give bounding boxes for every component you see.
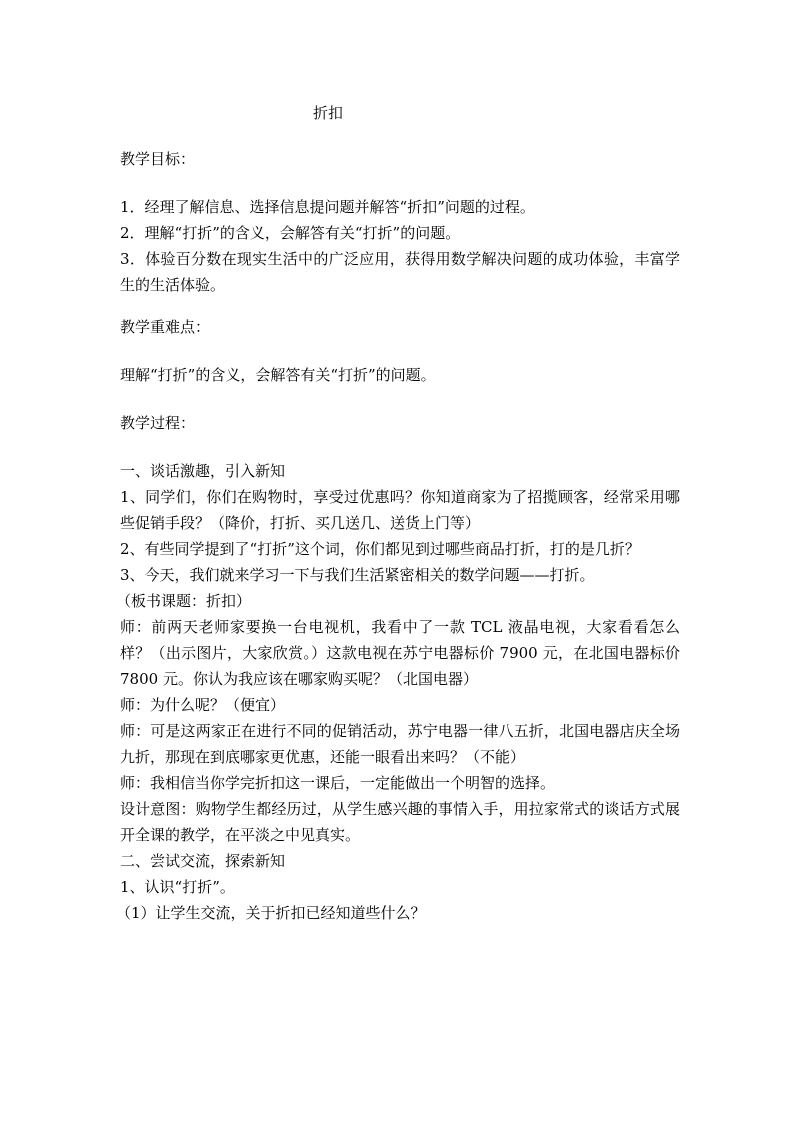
teacher-dialogue: 师：前两天老师家要换一台电视机，我看中了一款 TCL 液晶电视，大家看看怎么样？（出示图片，大家欣赏。）这款电视在苏宁电器标价 7900 元，在北国电器标价 7800 元。你认为我应该在哪家购买呢？（北国电器） — [120, 618, 680, 688]
document-body — [116, 146, 680, 926]
teacher-dialogue: 师：我相信当你学完折扣这一课后，一定能做出一个明智的选择。 — [120, 774, 556, 792]
keypoints-heading: 教学重难点： — [120, 318, 211, 336]
process-paragraph: 3、今天，我们就来学习一下与我们生活紧密相关的数学问题——打折。 — [120, 566, 595, 584]
objective-item-1: 1．经理了解信息、选择信息提问题并解答“折扣”问题的过程。 — [120, 198, 535, 216]
process-paragraph: 1、认识“打折”。 — [120, 878, 235, 896]
blackboard-note: （板书课题：折扣） — [116, 592, 252, 610]
objectives-heading: 教学目标： — [120, 150, 196, 168]
objective-item-2: 2．理解“打折”的含义，会解答有关“打折”的问题。 — [120, 224, 461, 242]
design-intent: 设计意图：购物学生都经历过，从学生感兴趣的事情入手，用拉家常式的谈话方式展开全课的教学，在平淡之中见真实。 — [120, 800, 680, 844]
process-section-2: 二、尝试交流，探索新知 — [120, 852, 286, 870]
teacher-dialogue: 师：可是这两家正在进行不同的促销活动，苏宁电器一律八五折，北国电器店庆全场九折，那现在到底哪家更优惠，还能一眼看出来吗？（不能） — [120, 722, 680, 766]
process-heading: 教学过程： — [120, 414, 196, 432]
keypoints-text: 理解“打折”的含义，会解答有关“打折”的问题。 — [120, 366, 436, 384]
process-section-1: 一、谈话激趣，引入新知 — [120, 462, 286, 480]
process-paragraph: 1、同学们，你们在购物时，享受过优惠吗？你知道商家为了招揽顾客，经常采用哪些促销手段？（降价，打折、买几送几、送货上门等） — [120, 488, 680, 532]
process-paragraph: 2、有些同学提到了“打折”这个词，你们都见到过哪些商品打折，打的是几折？ — [120, 540, 640, 558]
objective-item-3: 3．体验百分数在现实生活中的广泛应用，获得用数学解决问题的成功体验，丰富学生的生活体验。 — [120, 250, 680, 294]
process-paragraph: （1）让学生交流，关于折扣已经知道些什么？ — [116, 904, 426, 922]
document-title: 折扣 — [313, 104, 344, 122]
teacher-dialogue: 师：为什么呢？（便宜） — [120, 696, 286, 714]
